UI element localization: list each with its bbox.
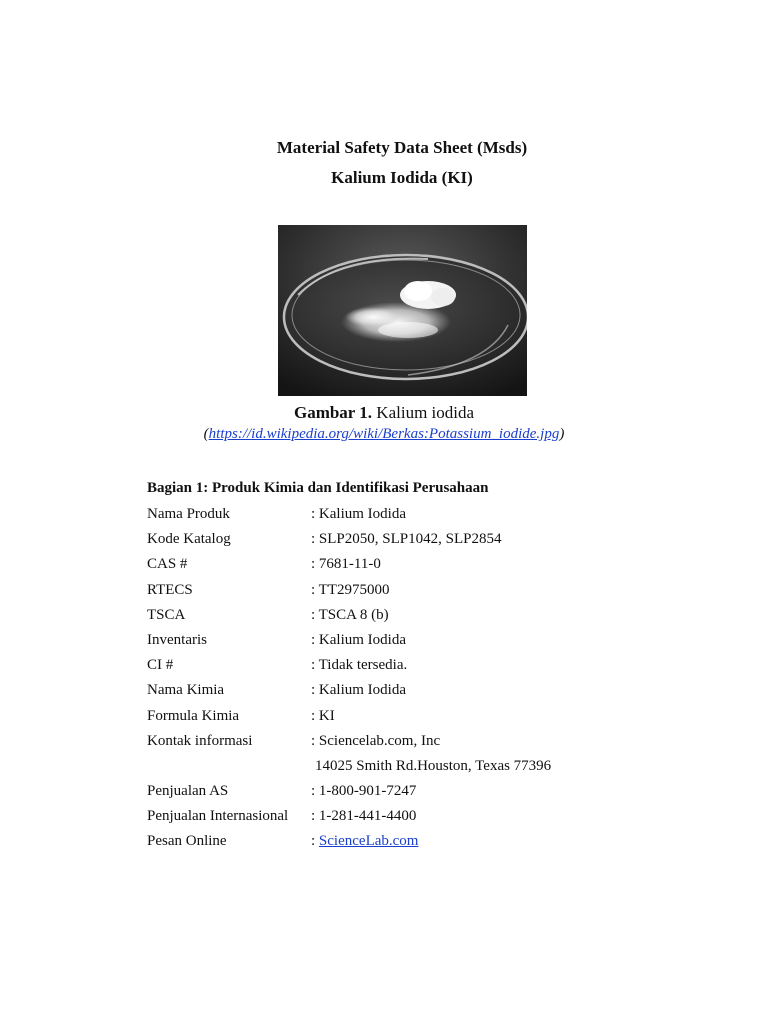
figure-source [0, 425, 768, 443]
table-row [147, 781, 627, 806]
row-value: : 1-281-441-4400 [311, 808, 417, 825]
row-label: RTECS [147, 581, 193, 598]
row-label: Pesan Online [147, 833, 227, 850]
identification-table [147, 504, 627, 857]
table-row [147, 806, 627, 831]
table-row [147, 680, 627, 705]
figure-caption [0, 403, 768, 423]
row-label: Kode Katalog [147, 531, 231, 548]
table-row [147, 580, 627, 605]
row-value: : SLP2050, SLP1042, SLP2854 [311, 531, 502, 548]
row-label: Inventaris [147, 631, 207, 648]
row-value: : TT2975000 [311, 581, 390, 598]
row-value: : 7681-11-0 [311, 556, 381, 573]
table-row [147, 706, 627, 731]
row-label: Nama Produk [147, 506, 230, 522]
document-subtitle: Kalium Iodida (KI) [331, 168, 473, 187]
row-value: : Tidak tersedia. [311, 657, 408, 674]
row-label: Penjualan AS [147, 783, 229, 800]
row-value [311, 831, 418, 851]
figure-caption-label: Gambar 1. [293, 403, 373, 422]
row-value-address: 14025 Smith Rd.Houston, Texas 77396 [315, 757, 552, 774]
table-row [147, 529, 627, 554]
row-value: : Kalium Iodida [311, 682, 406, 699]
row-label: Penjualan Internasional [147, 808, 289, 825]
row-label: CAS # [147, 556, 188, 573]
table-row [147, 756, 627, 781]
row-value: : Kalium Iodida [311, 506, 406, 522]
table-row [147, 605, 627, 630]
sciencelab-link[interactable]: ScienceLab.com [318, 833, 419, 850]
row-value: : Sciencelab.com, Inc [311, 732, 441, 749]
row-label: TSCA [147, 606, 186, 623]
row-value: : 1-800-901-7247 [311, 783, 417, 800]
table-row [147, 831, 627, 856]
table-row [147, 554, 627, 579]
table-row [147, 630, 627, 655]
section-heading: Bagian 1: Produk Kimia dan Identifikasi Perusahaan [147, 480, 489, 496]
row-label: CI # [147, 657, 174, 674]
online-prefix: : [311, 833, 319, 850]
table-row [147, 731, 627, 756]
potassium-iodide-photo [278, 225, 527, 396]
table-row [147, 655, 627, 680]
row-label: Kontak informasi [147, 732, 253, 749]
row-value: : Kalium Iodida [311, 631, 406, 648]
source-link[interactable]: https://id.wikipedia.org/wiki/Berkas:Potassium_iodide.jpg [208, 426, 560, 442]
document-title: Material Safety Data Sheet (Msds) [276, 138, 528, 157]
source-paren-open: ( [203, 426, 209, 442]
source-paren-close: ) [559, 426, 565, 442]
row-label: Nama Kimia [147, 682, 225, 699]
row-value: : KI [311, 707, 335, 724]
table-row [147, 504, 627, 529]
figure-caption-text: Kalium iodida [372, 403, 475, 422]
row-label: Formula Kimia [147, 707, 240, 724]
row-value: : TSCA 8 (b) [311, 606, 389, 623]
